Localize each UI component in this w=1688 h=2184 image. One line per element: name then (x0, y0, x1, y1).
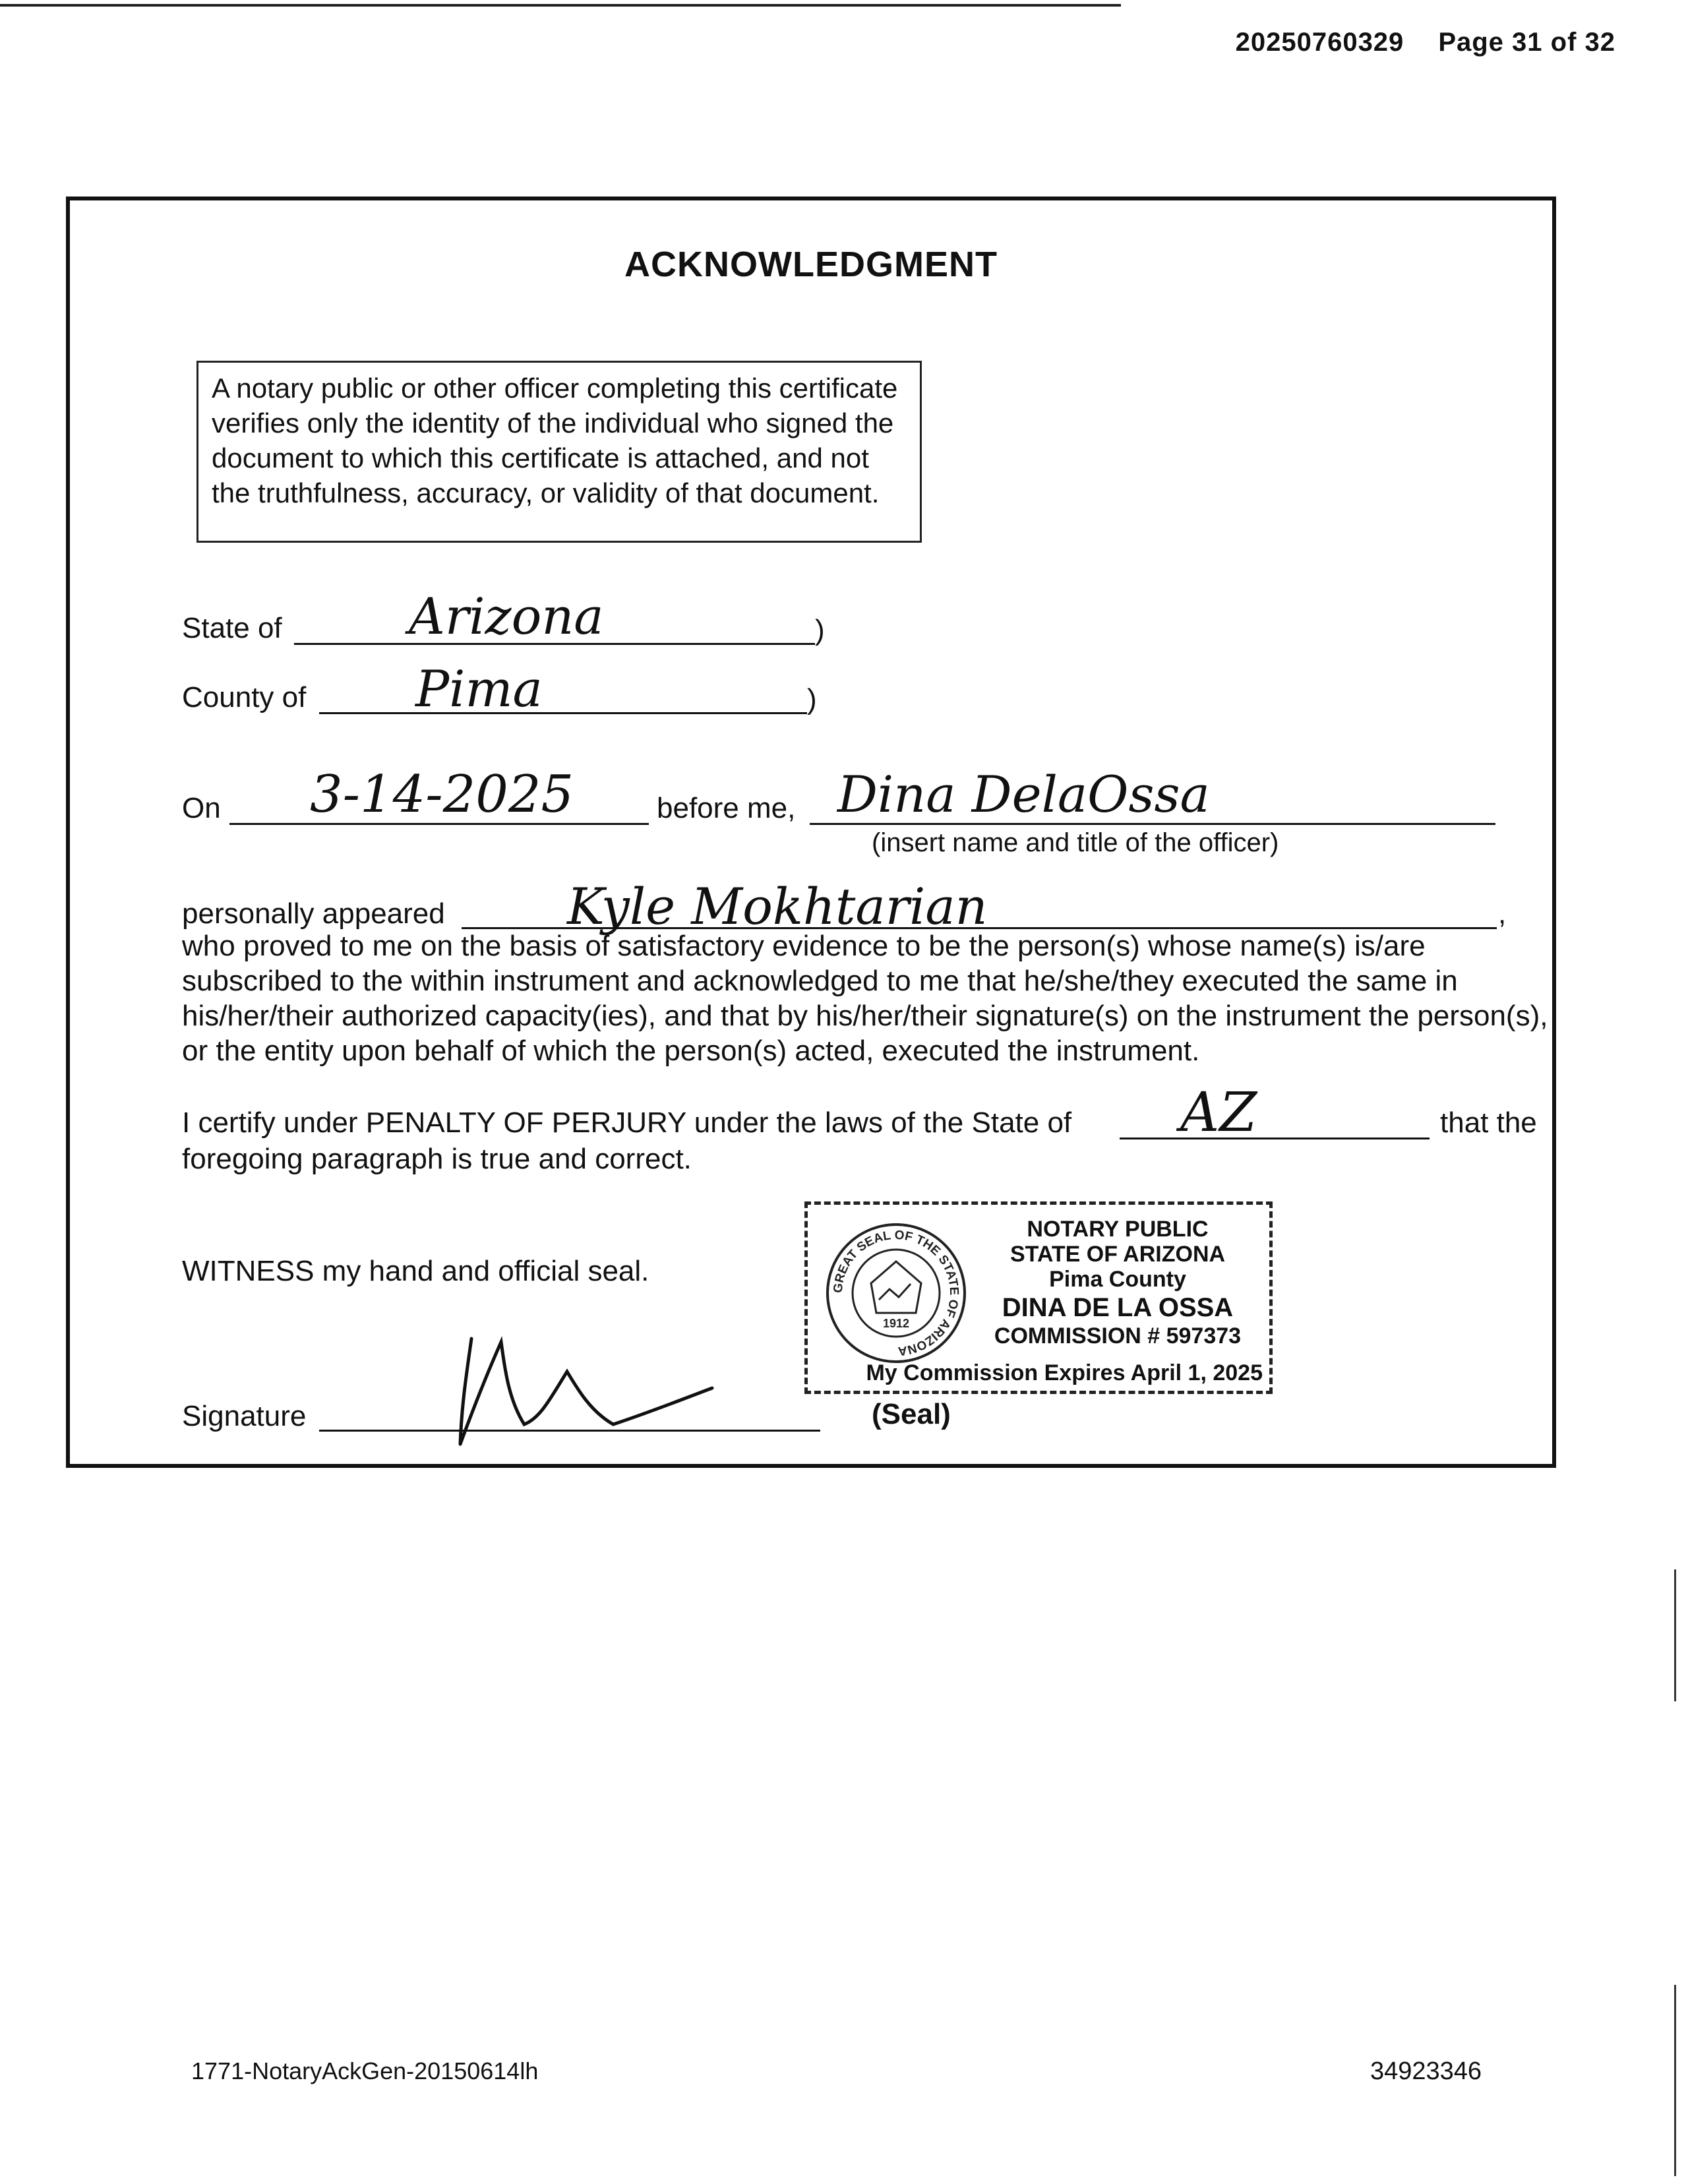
stamp-commission: COMMISSION # 597373 (994, 1323, 1242, 1349)
seal-ring-text: GREAT SEAL OF THE STATE OF ARIZONA (831, 1228, 961, 1358)
signature-label: Signature (182, 1400, 307, 1432)
officer-hint: (insert name and title of the officer) (872, 828, 1279, 857)
county-handwritten: Pima (415, 659, 543, 718)
seal-year: 1912 (882, 1317, 910, 1330)
certify-line2: foregoing paragraph is true and correct. (182, 1143, 692, 1175)
acknowledgment-paragraph: who proved to me on the basis of satisfactory evidence to be the person(s) whose name(s) is/are subscribed to the within instrument and acknowledged to me that he/she/they executed the same in his/her/their authorized capacity(ies), and that by his/her/their signature(s) on the instrument the person(s), or the entity upon behalf of which the person(s) acted, executed the instrument. (182, 930, 1548, 1067)
scan-edge-mark (1674, 1985, 1676, 2176)
state-paren: ) (815, 614, 825, 646)
handwritten-signature (435, 1325, 725, 1451)
seal-label: (Seal) (872, 1398, 951, 1430)
on-label: On (182, 792, 221, 824)
stamp-county: Pima County (1049, 1267, 1186, 1292)
notary-notice-box: A notary public or other officer completing this certificate verifies only the identity of the individual who signed the document to which this certificate is attached, and not the truthfulness, accuracy, or validity of that document. (196, 361, 922, 543)
top-rule (0, 4, 1121, 7)
officer-handwritten: Dina DelaOssa (837, 765, 1210, 824)
county-line (319, 712, 807, 714)
document-number: 20250760329 (1235, 28, 1404, 57)
before-me-label: before me, (657, 792, 796, 824)
stamp-notary-name: DINA DE LA OSSA (1002, 1293, 1234, 1322)
county-paren: ) (807, 683, 817, 715)
page-indicator: Page 31 of 32 (1438, 28, 1615, 57)
page-header (1236, 28, 1615, 57)
stamp-state: STATE OF ARIZONA (1010, 1242, 1226, 1267)
appeared-comma: , (1498, 897, 1507, 930)
form-id: 1771-NotaryAckGen-20150614lh (191, 2057, 539, 2084)
notary-stamp (804, 1201, 1273, 1394)
stamp-expiration: My Commission Expires April 1, 2025 (866, 1360, 1263, 1385)
appeared-label: personally appeared (182, 897, 445, 930)
appeared-handwritten: Kyle Mokhtarian (567, 877, 988, 936)
certify-text: I certify under PENALTY OF PERJURY under the laws of the State of (182, 1107, 1072, 1139)
state-label: State of (182, 612, 282, 644)
county-label: County of (182, 681, 307, 713)
scan-edge-mark (1674, 1569, 1676, 1701)
certify-state-handwritten: AZ (1180, 1081, 1257, 1144)
state-seal-icon (824, 1221, 969, 1366)
date-handwritten: 3-14-2025 (310, 765, 574, 824)
certify-text-after: that the (1440, 1107, 1537, 1139)
state-handwritten: Arizona (409, 587, 604, 646)
svg-text:GREAT SEAL OF THE STATE OF ARI (831, 1228, 961, 1358)
stamp-title: NOTARY PUBLIC (1027, 1217, 1209, 1242)
page-title: ACKNOWLEDGMENT (624, 245, 998, 284)
certify-state-line (1120, 1138, 1430, 1139)
footer-number: 34923346 (1370, 2057, 1482, 2085)
witness-text: WITNESS my hand and official seal. (182, 1255, 649, 1287)
